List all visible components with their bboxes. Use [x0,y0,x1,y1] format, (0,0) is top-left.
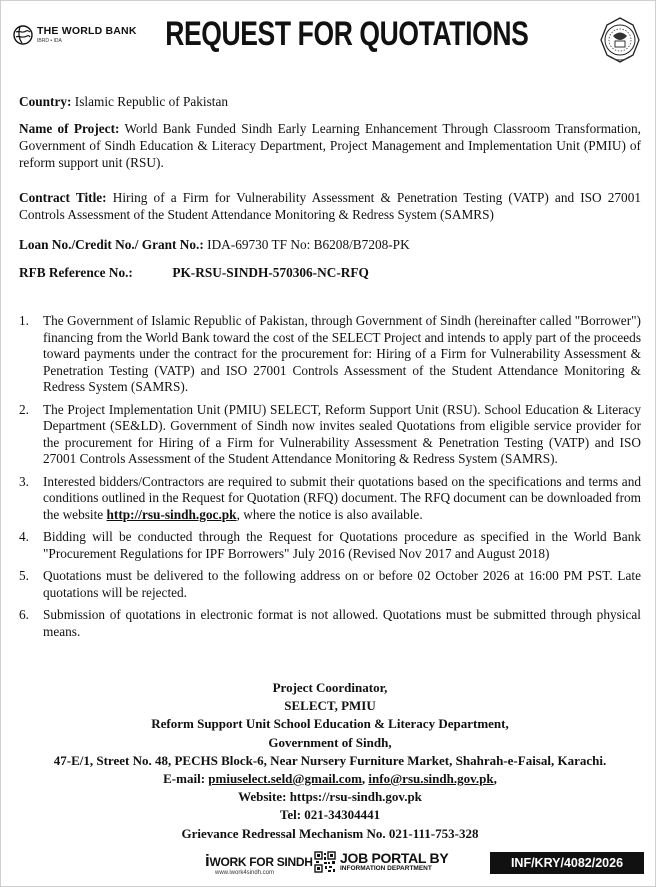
list-item [19,313,641,396]
contract-value: Hiring of a Firm for Vulnerability Assessment & Penetration Testing (VATP) and ISO 27001 Controls Assessment of the Student Attendance Monitoring & Redress System (SAMRS) [19,190,642,222]
rfb-value: PK-RSU-SINDH-570306-NC-RFQ [172,265,369,280]
globe-icon [13,25,33,45]
item-text: Submission of quotations in electronic format is not allowed. Quotations must be submitted through physical means. [43,607,641,639]
item-text: Bidding will be conducted through the Request for Quotations procedure as specified in the World Bank "Procurement Regulations for IPF Borrowers" July 2016 (Revised Nov 2017 and August 2018) [43,529,641,561]
list-item [19,529,641,562]
contact-website[interactable]: Website: https://rsu-sindh.gov.pk [238,789,422,805]
page-title: REQUEST FOR QUOTATIONS [165,15,529,53]
country-label: Country: [19,94,72,109]
project-value: World Bank Funded Sindh Early Learning Enhancement Through Classroom Transformation, Government of Sindh Education & Literacy Department, Project Management and Implementation Unit (PMIU) of reform support unit (RSU). [19,121,641,170]
qr-code-icon [314,851,336,873]
reference-badge: INF/KRY/4082/2026 [490,852,644,874]
loan-label: Loan No./Credit No./ Grant No.: [19,237,204,252]
item-text: The Project Implementation Unit (PMIU) SELECT, Reform Support Unit (RSU). School Education & Literacy Department (SE&LD). Government of Sindh now invites sealed Quotations from eligible service provider for the procurement for Hiring of a Firm for Vulnerability Assessment & Penetration Testing (VATP) and ISO 27001 Controls Assessment of the Student Attendance Monitoring & Redress System (SAMRS). [43,401,641,466]
world-bank-logo [13,25,137,45]
iwork-i: i [205,851,210,870]
list-item [19,568,641,601]
portal-title: JOB PORTAL BY [340,850,449,866]
email-separator: , [361,771,369,787]
seal-icon [595,15,645,65]
item-number: 2. [19,401,29,417]
contact-unit: SELECT, PMIU [284,698,376,714]
portal-subtitle: INFORMATION DEPARTMENT [340,865,432,872]
list-item [19,402,641,468]
contact-government: Government of Sindh, [268,734,392,750]
org-subtitle: IBRD • IDA [37,37,62,44]
item-text: Quotations must be delivered to the following address on or before 02 October 2026 at 16:00 PM PST. Late quotations will be rejected. [43,568,641,600]
email-label: E-mail: [163,771,209,787]
header [1,1,656,81]
org-name: THE WORLD BANK [37,25,137,38]
rfb-row [19,264,641,281]
iwork-name: WORK FOR SINDH [209,855,313,869]
contact-department: Reform Support Unit School Education & Literacy Department, [151,716,509,732]
item-text: Interested bidders/Contractors are required to submit their quotations based on the specifications and terms and conditions outlined in the Request for Quotation (RFQ) document. The RFQ document can be downloaded from the website [43,473,642,522]
contact-block [19,679,641,843]
email-end: , [493,771,497,787]
contract-row [19,189,641,223]
country-value: Islamic Republic of Pakistan [74,94,229,109]
contact-address: 47-E/1, Street No. 48, PECHS Block-6, Near Nursery Furniture Market, Shahrah-e-Faisal, Karachi. [53,752,607,768]
item-text: The Government of Islamic Republic of Pakistan, through Government of Sindh (hereinafter called "Borrower") financing from the World Bank toward the cost of the SELECT Project and intends to apply part of the proceeds toward payments under the contract for the procurement for: Hiring of a Firm for Vulnerability Assessment & Penetration Testing (VATP) and ISO 27001 Controls Assessment of the Student Attendance Monitoring & Redress System (SAMRS). [43,313,641,394]
job-portal-logo [340,851,448,873]
item-number: 3. [19,473,29,489]
item-number: 4. [19,529,29,544]
iwork-url: www.iwork4sindh.com [215,870,275,876]
iwork-logo [205,851,313,876]
contact-tel: Tel: 021-34304441 [279,807,381,823]
email-link-1[interactable]: pmiuselect.seld@gmail.com [208,771,362,787]
contact-grievance: Grievance Redressal Mechanism No. 021-111-753-328 [181,825,479,841]
notice-list [19,313,641,646]
item-text-end: , where the notice is also available. [236,506,423,522]
contract-label: Contract Title: [19,190,107,205]
list-item [19,474,641,524]
contact-title: Project Coordinator, [272,680,388,695]
contact-email-row [19,770,641,788]
email-link-2[interactable]: info@rsu.sindh.gov.pk [368,771,494,787]
footer [1,847,656,887]
loan-value: IDA-69730 TF No: B6208/B7208-PK [207,237,410,252]
rfq-download-link[interactable]: http://rsu-sindh.goc.pk [106,506,237,522]
rfb-label: RFB Reference No.: [19,265,133,280]
list-item [19,607,641,640]
item-number: 5. [19,568,29,583]
item-number: 6. [19,607,29,622]
country-row [19,93,641,110]
project-row [19,120,641,171]
item-number: 1. [19,313,29,328]
loan-row [19,236,641,253]
project-label: Name of Project: [19,121,120,136]
